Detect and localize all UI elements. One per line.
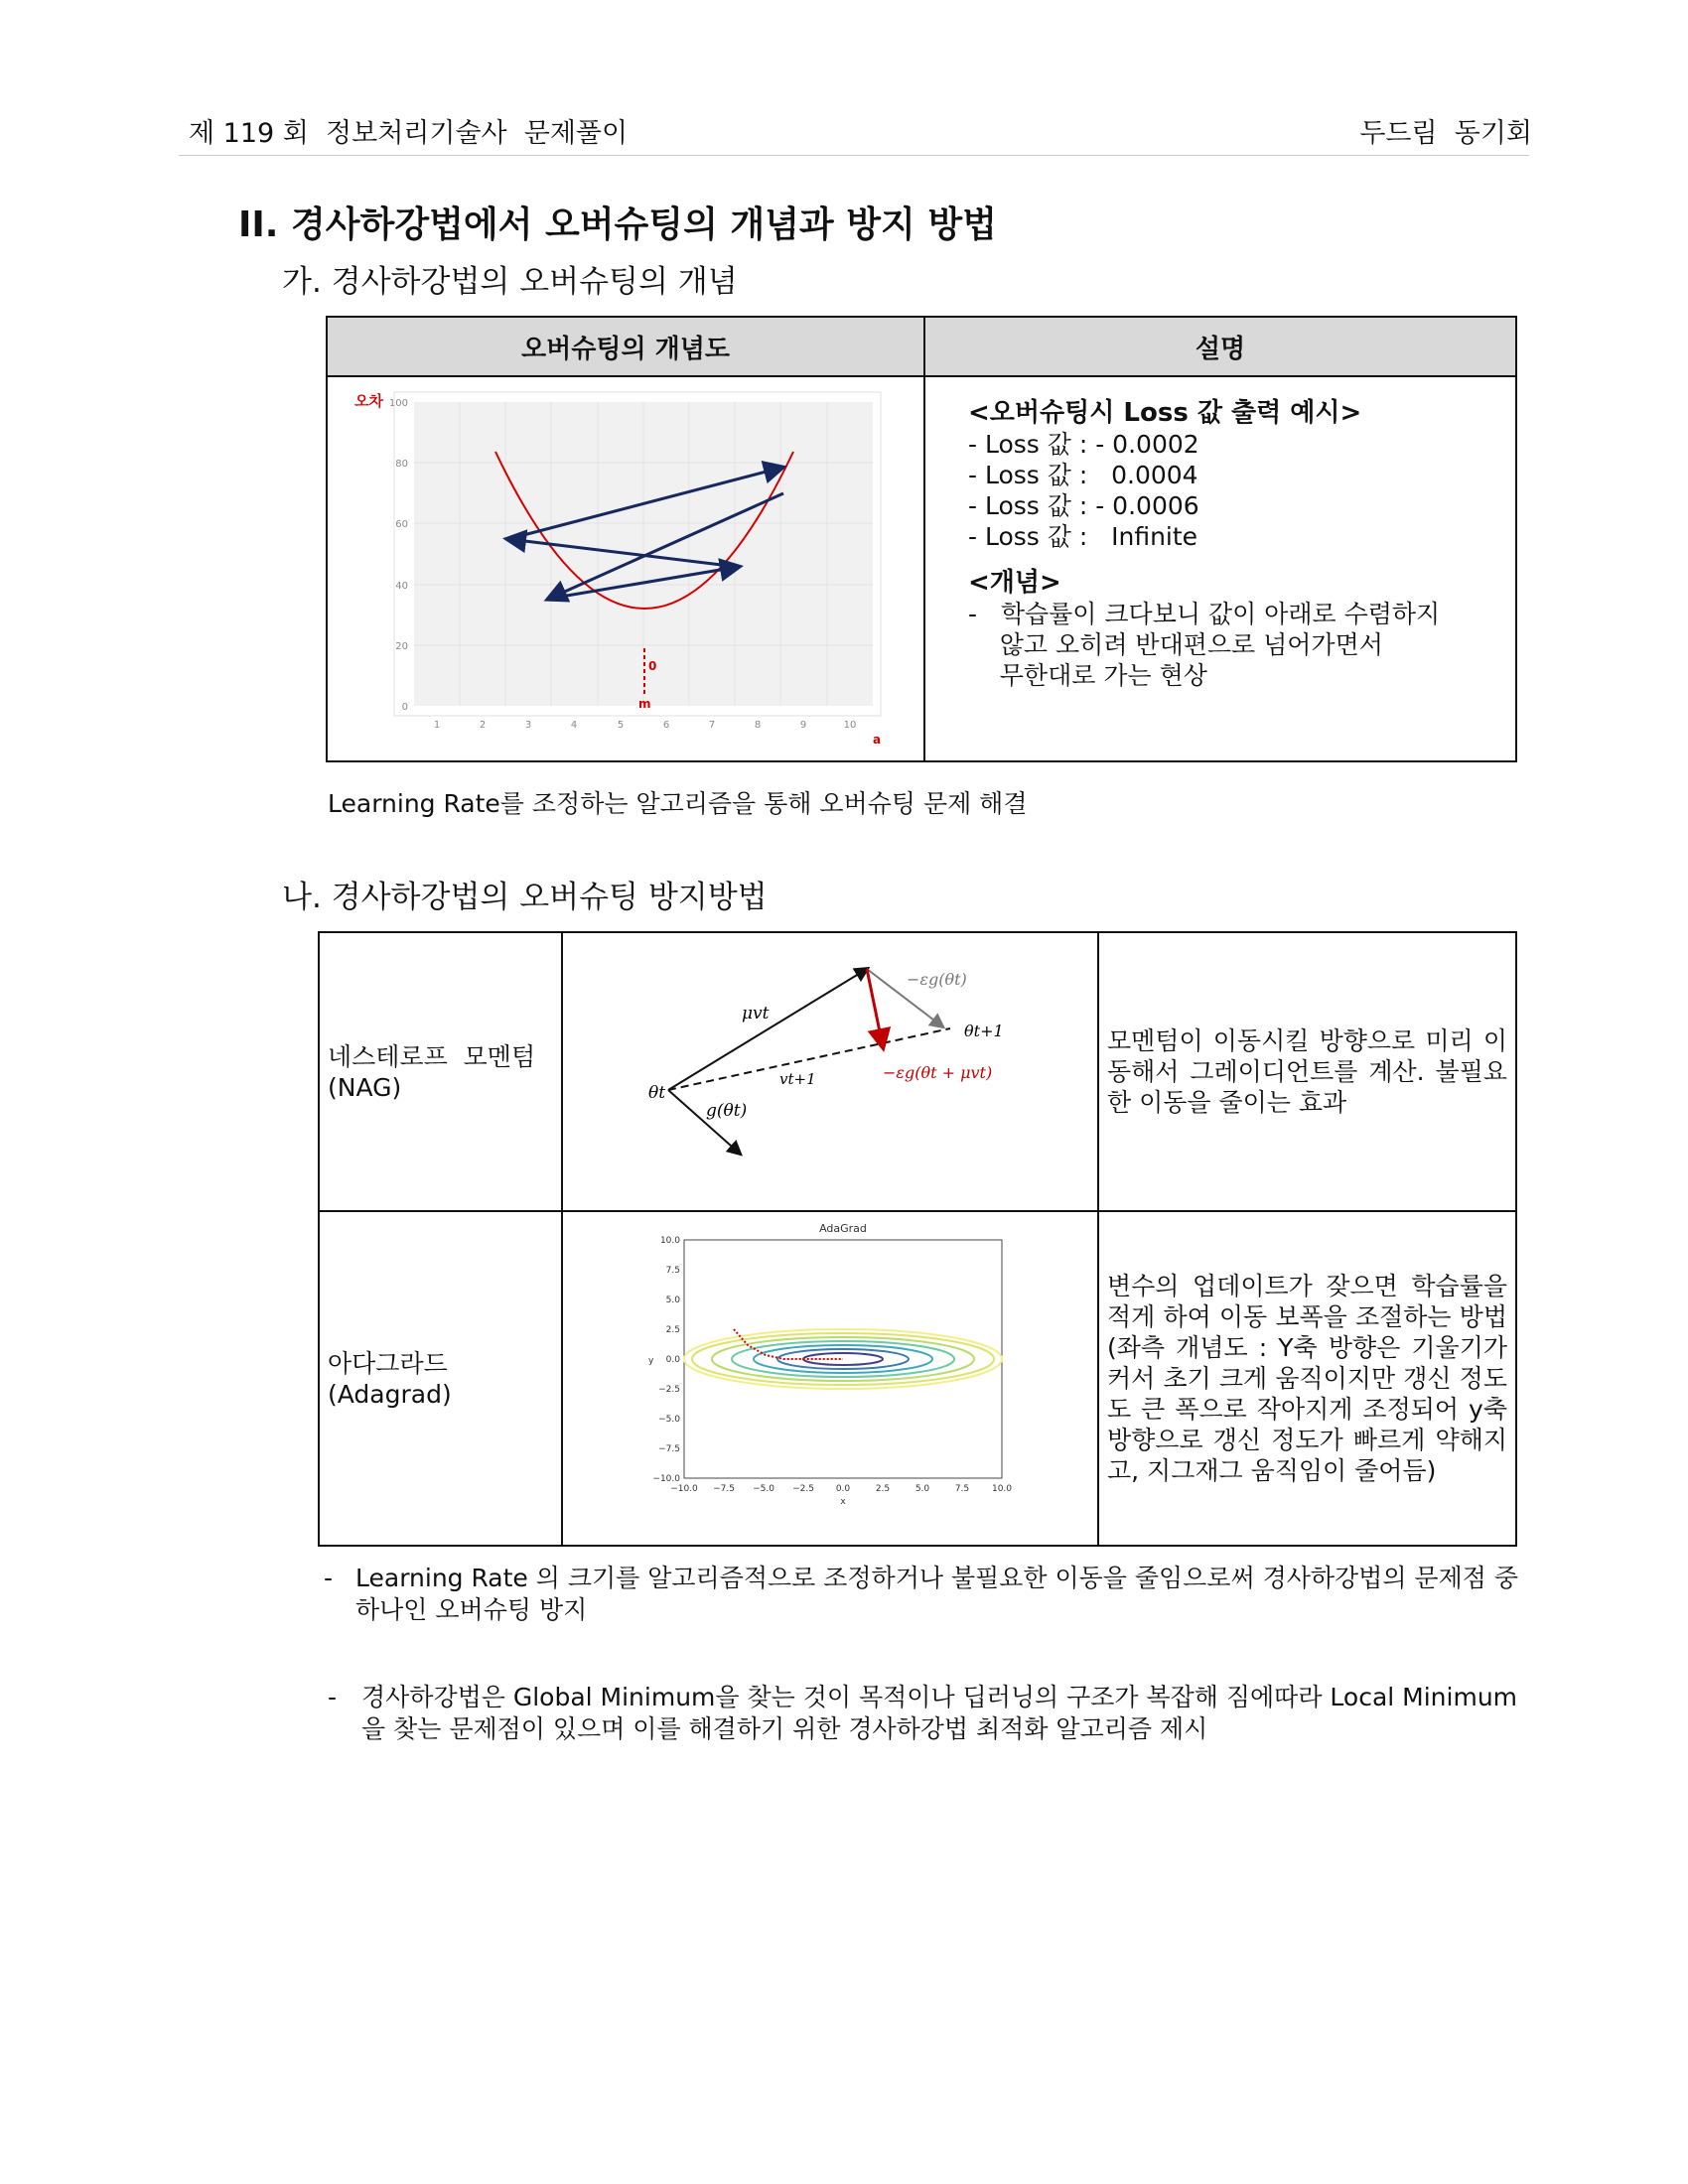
adagrad-y-tick: −10.0: [652, 1474, 680, 1484]
x-tick: 7: [708, 720, 716, 731]
overshoot-concept-table: [326, 316, 1517, 762]
subsection-b-title: 나. 경사하강법의 오버슈팅 방지방법: [282, 880, 768, 915]
method-abbrev: (Adagrad): [328, 1379, 452, 1409]
adagrad-chart: [563, 1212, 1097, 1538]
method-description-cell: [1098, 932, 1516, 1211]
momentum-label: μvt: [742, 1004, 770, 1024]
subsection-a-title: 가. 경사하강법의 오버슈팅의 개념: [282, 264, 738, 300]
x-tick: 6: [662, 720, 670, 731]
adagrad-y-tick: −7.5: [658, 1444, 680, 1454]
bullet-item: - Learning Rate 의 크기를 알고리즘적으로 조정하거나 불필요한 이동을 줄임으로써 경사하강법의 문제점 중 하나인 오버슈팅 방지: [324, 1564, 1518, 1624]
adagrad-x-tick: 10.0: [991, 1484, 1013, 1494]
concept-line: - 학습률이 크다보니 값이 아래로 수렴하지: [968, 600, 1441, 628]
prevention-methods-table: [318, 931, 1517, 1547]
loss-line: - Loss 값 : 0.0004: [968, 461, 1198, 489]
y-tick: 100: [388, 398, 408, 409]
bullet-text: 경사하강법은 Global Minimum을 찾는 것이 목적이나 딥러닝의 구조가 복잡해 짐에따라 Local Minimum 을 찾는 문제점이 있으며 이를 해결하기 위한 경사하강법 최적화 알고리즘 제시: [361, 1683, 1518, 1743]
header-group: 두드림 동기회: [1359, 118, 1532, 149]
method-abbrev: (NAG): [328, 1072, 402, 1102]
col-header-diagram: 오버슈팅의 개념도: [327, 317, 924, 376]
x-axis-label: a: [873, 733, 882, 747]
concept-line: 않고 오히려 반대편으로 넘어가면서: [968, 630, 1383, 659]
method-name-cell: [319, 1211, 562, 1546]
x-tick: 1: [433, 720, 441, 731]
gradient-label: g(θt): [706, 1101, 748, 1121]
adagrad-y-tick: 7.5: [665, 1266, 680, 1276]
y-tick: 40: [395, 581, 408, 592]
adagrad-y-label: y: [648, 1356, 654, 1366]
x-tick: 9: [799, 720, 807, 731]
loss-line: - Loss 값 : Infinite: [968, 522, 1198, 551]
nag-diagram: [563, 933, 1097, 1203]
learning-rate-note: Learning Rate를 조정하는 알고리즘을 통해 오버슈팅 문제 해결: [328, 789, 1028, 818]
adagrad-x-tick: 2.5: [875, 1484, 891, 1494]
adagrad-x-tick: 0.0: [835, 1484, 851, 1494]
loss-line: - Loss 값 : - 0.0006: [968, 491, 1199, 520]
y-tick: 80: [395, 459, 408, 470]
x-tick: 5: [617, 720, 625, 731]
theta-next-label: θt+1: [964, 1022, 1004, 1040]
y-tick: 60: [395, 519, 408, 530]
col-header-description: 설명: [924, 317, 1516, 376]
adagrad-x-tick: −7.5: [713, 1484, 735, 1494]
method-name-cell: [319, 932, 562, 1211]
method-description: 변수의 업데이트가 잦으면 학습률을 적게 하여 이동 보폭을 조절하는 방법 (좌측 개념도 : Y축 방향은 기울기가 커서 초기 크게 움직이지만 갱신 정도도 큰 폭으로 작아지게 조정되어 y축 방향으로 갱신 정도가 빠르게 약해지고, 지그재그 움직임이 줄어듬): [1107, 1272, 1507, 1485]
header-divider: [179, 155, 1529, 156]
description-cell: [924, 376, 1516, 761]
x-tick: 4: [570, 720, 578, 731]
loss-example-heading: <오버슈팅시 Loss 값 출력 예시>: [968, 398, 1362, 428]
nag-diagram-cell: [562, 932, 1098, 1211]
zero-label: 0: [648, 659, 657, 673]
adagrad-x-tick: −2.5: [792, 1484, 814, 1494]
adagrad-x-tick: −5.0: [753, 1484, 774, 1494]
concept-line: 무한대로 가는 현상: [968, 661, 1207, 690]
bullet-item: - 경사하강법은 Global Minimum을 찾는 것이 목적이나 딥러닝의 구조가 복잡해 짐에따라 Local Minimum 을 찾는 문제점이 있으며 이를 해결하기 위한 경사하강법 최적화 알고리즘 제시: [328, 1683, 1518, 1743]
adagrad-x-tick: 7.5: [954, 1484, 970, 1494]
momentum-arrow: [668, 969, 867, 1090]
lookahead-gradient-arrow: [867, 969, 883, 1046]
adagrad-chart-title: AdaGrad: [819, 1222, 867, 1235]
method-name: 아다그라드: [328, 1348, 448, 1378]
minimum-label: m: [638, 697, 651, 711]
x-tick: 8: [754, 720, 762, 731]
adagrad-y-tick: 5.0: [665, 1296, 680, 1305]
bullet-text: Learning Rate 의 크기를 알고리즘적으로 조정하거나 불필요한 이동을 줄임으로써 경사하강법의 문제점 중 하나인 오버슈팅 방지: [355, 1564, 1518, 1624]
adagrad-y-tick: −2.5: [658, 1385, 680, 1395]
method-description: 모멘텀이 이동시킬 방향으로 미리 이동해서 그레이디언트를 계산. 불필요한 이동을 줄이는 효과: [1107, 1026, 1507, 1117]
adagrad-x-tick: 5.0: [914, 1484, 930, 1494]
method-description-cell: [1098, 1211, 1516, 1546]
loss-line: - Loss 값 : - 0.0002: [968, 430, 1199, 459]
section-title: II. 경사하강법에서 오버슈팅의 개념과 방지 방법: [238, 205, 997, 245]
gradient-step-label: −εg(θt): [907, 970, 967, 989]
adagrad-y-tick: 0.0: [665, 1355, 680, 1365]
overshoot-diagram-cell: [327, 376, 924, 761]
adagrad-y-tick: 2.5: [665, 1325, 680, 1335]
theta-t-label: θt: [648, 1083, 666, 1103]
adagrad-y-tick: −5.0: [658, 1415, 680, 1425]
y-tick: 20: [395, 641, 408, 652]
y-axis-label: 오차: [354, 392, 383, 410]
overshoot-diagram: [329, 378, 922, 755]
lookahead-gradient-label: −εg(θt + μvt): [883, 1063, 993, 1082]
method-name: 네스테로프 모멘텀: [328, 1041, 536, 1071]
adagrad-x-tick: −10.0: [670, 1484, 698, 1494]
adagrad-chart-cell: [562, 1211, 1098, 1546]
x-tick: 2: [479, 720, 487, 731]
velocity-label: vt+1: [779, 1070, 816, 1088]
concept-heading: <개념>: [968, 568, 1061, 598]
adagrad-y-tick: 10.0: [659, 1236, 680, 1246]
gradient-arrow: [668, 1090, 740, 1154]
x-tick: 3: [524, 720, 532, 731]
y-tick: 0: [401, 702, 408, 713]
x-tick: 10: [843, 720, 857, 731]
header-title: 제 119 회 정보처리기술사 문제풀이: [189, 118, 629, 149]
adagrad-x-label: x: [840, 1497, 846, 1507]
